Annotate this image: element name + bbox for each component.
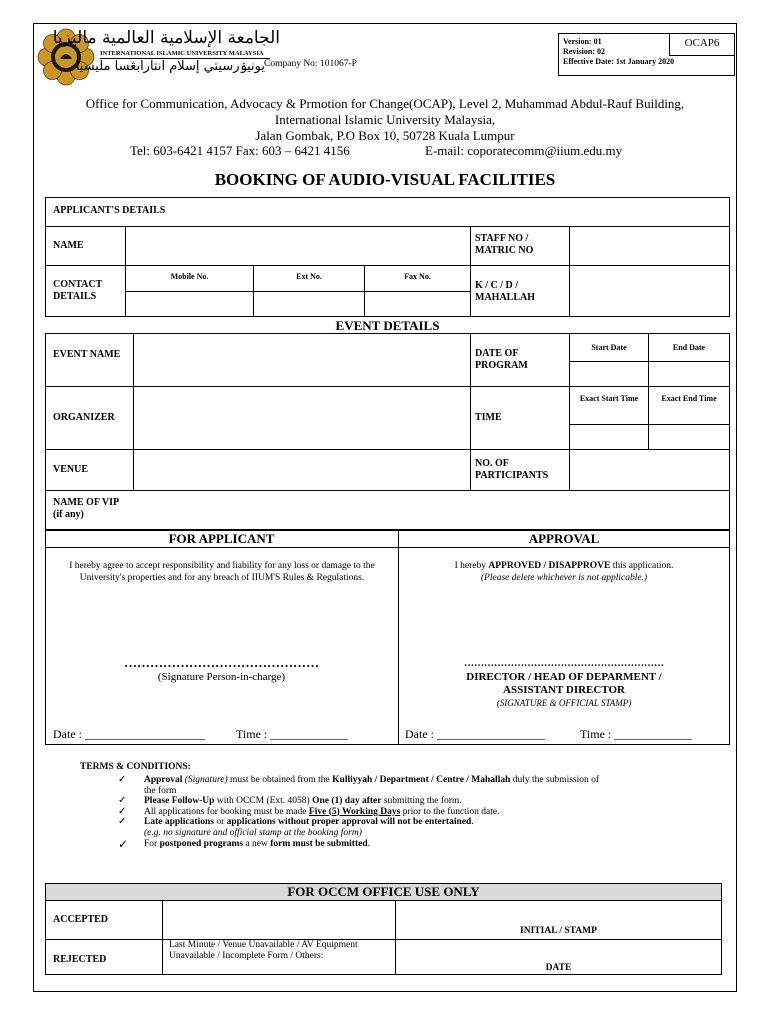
check-icon: ✓ [118,837,129,851]
terms-item-5: ✓ For postponed programs a new form must be submitted. [118,837,370,851]
check-icon: ✓ [118,816,127,827]
for-applicant-heading: FOR APPLICANT [168,531,275,546]
approver-role-line-2: ASSISTANT DIRECTOR [503,684,625,696]
applicant-signature-label: (Signature Person-in-charge) [157,671,286,683]
address-line-3: Jalan Gombak, P.O Box 10, 50728 Kuala Lumpur [255,128,515,143]
arabic-university-name: الجامعة الإسلامية العالمية ماليزيا [52,28,280,48]
approver-role-line-1: DIRECTOR / HEAD OF DEPARMENT / [466,671,662,683]
end-date-header: End Date [672,343,706,352]
participants-label: NO. OF PARTICIPANTS [475,458,549,481]
terms-item-2: ✓ Please Follow-Up with OCCM (Ext. 4058) One (1) day after submitting the form. [118,795,462,806]
initial-stamp-label: INITIAL / STAMP [520,926,597,936]
approval-date-field[interactable]: Date : __________________ [405,727,545,741]
fax-no-field[interactable] [365,292,469,316]
terms-list [118,775,718,850]
fax-no-header: Fax No. [404,272,431,281]
staff-no-label: STAFF NO / MATRIC NO [475,233,534,256]
approval-note: (Please delete whichever is not applicable.) [480,573,648,583]
approval-declaration [405,561,723,573]
mobile-no-field[interactable] [126,292,252,316]
applicant-time-field[interactable]: Time : _____________ [236,727,349,741]
event-name-label: EVENT NAME [53,349,121,360]
mobile-no-header: Mobile No. [170,272,209,281]
vip-field[interactable] [134,491,729,529]
applicant-declaration: I hereby agree to accept responsibility and liability for any loss or damage to the University's properties and for any breach of IIUM'S Rules & Regulations. [69,561,375,583]
terms-item-1: ✓ Approval (Signature) must be obtained from the Kulliyyah / Department / Centre / Mahallah duly the submission of the form [118,774,600,796]
exact-start-time-header: Exact Start Time [579,394,639,403]
organizer-label: ORGANIZER [53,412,115,423]
document-code: OCAP6 [684,37,720,49]
kcdm-label: K / C / D / MAHALLAH [475,280,535,303]
end-date-field[interactable] [649,362,729,385]
contact-details-label: CONTACT DETAILS [53,279,103,302]
check-icon: ✓ [118,774,127,785]
organizer-field[interactable] [134,387,469,448]
event-name-field[interactable] [134,334,469,385]
address-line-1: Office for Communication, Advocacy & Prmotion for Change(OCAP), Level 2, Muhammad Abdul-Rauf Building, [85,96,685,111]
name-field[interactable] [126,227,469,264]
ext-no-field[interactable] [254,292,363,316]
approval-signature-line: …………………………………………………… [464,658,664,669]
approval-heading: APPROVAL [528,531,600,546]
rejected-label: REJECTED [53,954,107,965]
approval-text-pre: I hereby [454,561,487,571]
approval-text-bold: APPROVED / DISAPPROVE [488,561,611,571]
participants-field[interactable] [570,450,729,489]
form-title: BOOKING OF AUDIO-VISUAL FACILITIES [214,170,556,189]
approval-time-field[interactable]: Time : _____________ [580,727,693,741]
venue-label: VENUE [53,464,89,475]
version-text: Version: 01 [563,37,602,46]
applicant-section-heading: APPLICANT'S DETAILS [53,205,166,216]
applicant-date-field[interactable]: Date : ____________________ [53,727,205,741]
check-icon: ✓ [118,795,127,806]
exact-end-time-field[interactable] [649,425,729,448]
check-icon: ✓ [118,805,127,817]
approval-text-post: this application. [612,561,674,571]
company-number: Company No: 101067-P [264,59,357,69]
address-line-2: International Islamic University Malaysia, [274,112,496,127]
vip-label: NAME OF VIP (if any) [53,497,119,520]
contact-email: E-mail: coporatecomm@iium.edu.my [425,143,623,158]
venue-field[interactable] [134,450,469,489]
kcdm-field[interactable] [570,266,729,316]
exact-start-time-field[interactable] [570,425,647,448]
rejection-reasons: Last Minute / Venue Unavailable / AV Equipment Unavailable / Incomplete Form / Others: [169,940,358,961]
exact-end-time-header: Exact End Time [661,394,717,403]
start-date-field[interactable] [570,362,647,385]
office-date-label: DATE [545,963,572,973]
name-label: NAME [53,240,84,251]
applicant-signature-line: ……………………………………… [124,656,319,670]
accepted-label: ACCEPTED [53,914,109,925]
effective-date-text: Effective Date: 1st January 2020 [563,57,675,66]
office-use-heading: FOR OCCM OFFICE USE ONLY [287,884,480,899]
staff-no-field[interactable] [570,227,729,264]
english-university-name: INTERNATIONAL ISLAMIC UNIVERSITY MALAYSIA [100,50,270,59]
event-section-heading: EVENT DETAILS [335,318,440,333]
revision-text: Revision: 02 [563,47,605,56]
ext-no-header: Ext No. [296,272,322,281]
malay-jawi-name: يونيۏرسيتي إسلام انتارابڠسا مليسيا [75,59,265,74]
start-date-header: Start Date [591,343,627,352]
terms-item-4: ✓ Late applications or applications without proper approval will not be entertained. (e.g. no signature and official stamp at the booking form) [118,816,474,838]
terms-heading: TERMS & CONDITIONS: [80,762,191,772]
terms-item-3: ✓ All applications for booking must be made Five (5) Working Days prior to the function date. [118,805,500,817]
date-of-program-label: DATE OF PROGRAM [475,348,528,371]
accepted-field[interactable] [163,901,394,938]
telephone-fax: Tel: 603-6421 4157 Fax: 603 – 6421 4156 [130,143,350,158]
time-label: TIME [475,412,502,423]
official-stamp-label: (SIGNATURE & OFFICIAL STAMP) [496,698,632,708]
